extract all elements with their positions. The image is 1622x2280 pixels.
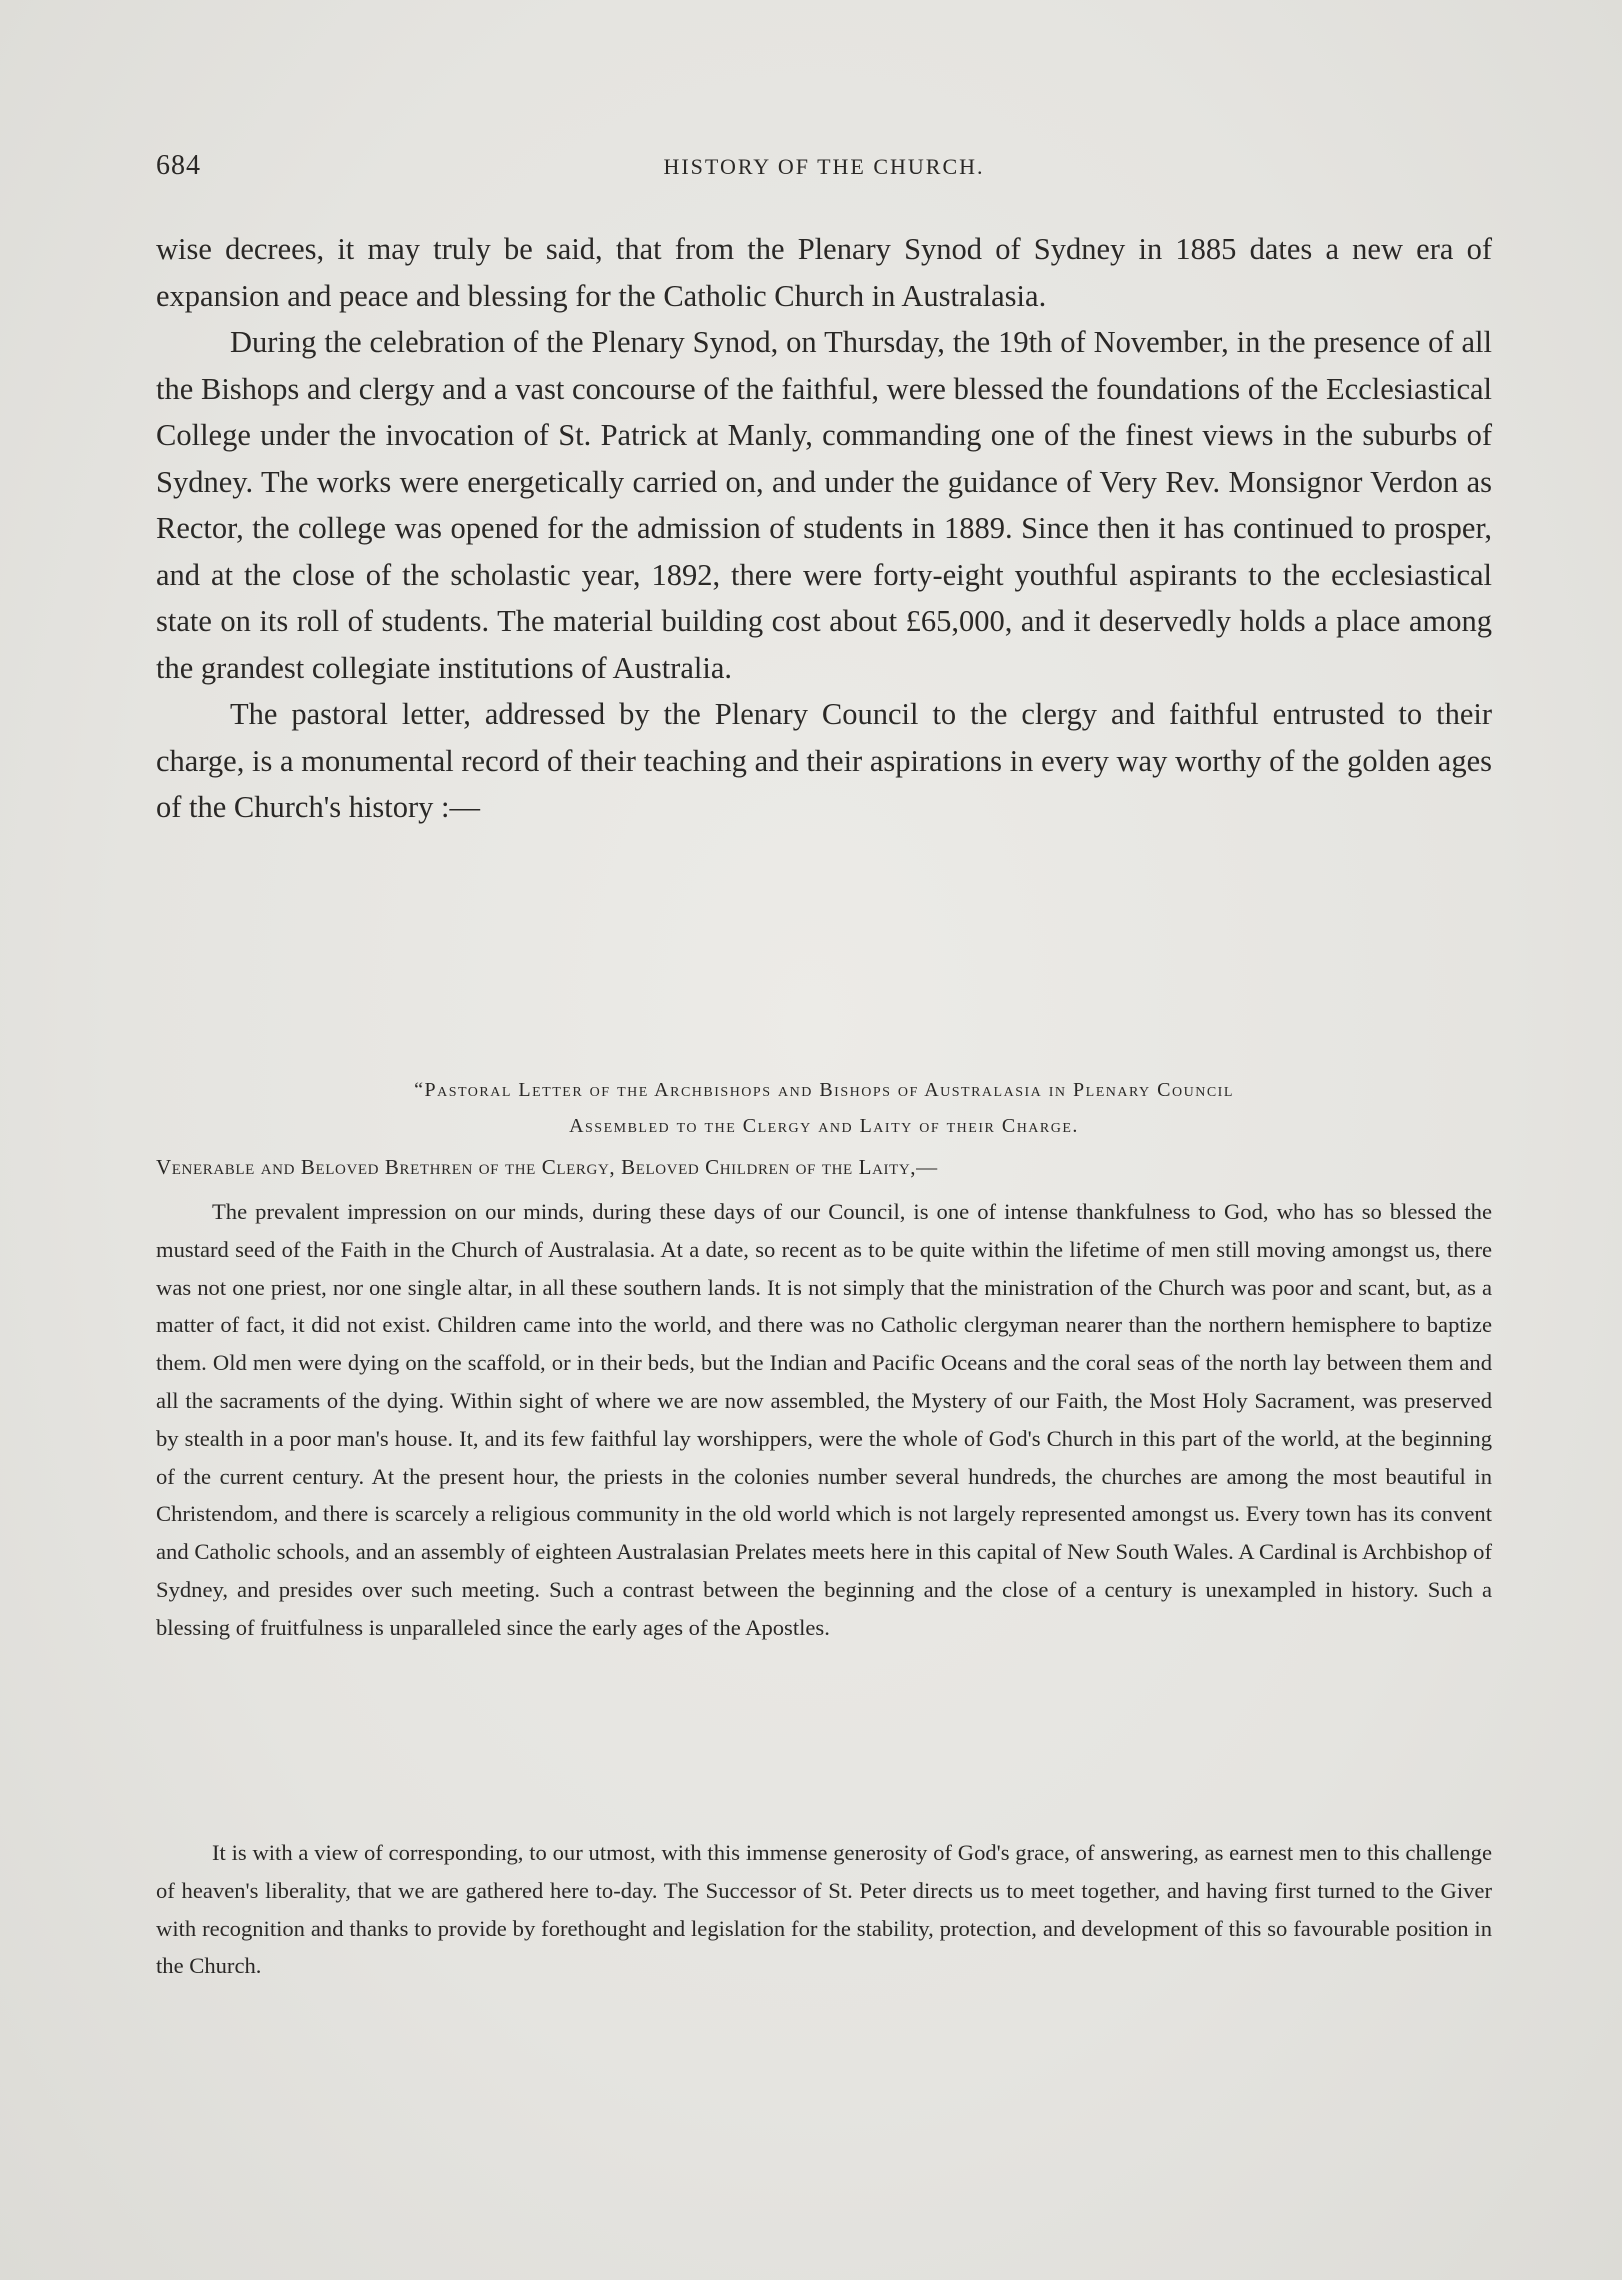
page-number: 684 xyxy=(156,150,201,181)
paragraph-college: During the celebration of the Plenary Synod, on Thursday, the 19th of November, in the presence of all the Bishops and clergy and a vast concourse of the faithful, were blessed the foundations of the Ecclesiastical College under the invocation of St. Patrick at Manly, commanding one of the finest views in the suburbs of Sydney. The works were energetically carried on, and under the guidance of Very Rev. Monsignor Verdon as Rector, the college was opened for the admission of students in 1889. Since then it has continued to prosper, and at the close of the scholastic year, 1892, there were forty-eight youthful aspirants to the ecclesiastical state on its roll of students. The material building cost about £65,000, and it deservedly holds a place among the grandest collegiate institutions of Australia. xyxy=(156,325,1492,685)
letter-salutation: Venerable and Beloved Brethren of the Clergy, Beloved Children of the Laity,— xyxy=(156,1155,938,1179)
letter-heading xyxy=(156,1072,1492,1144)
letter-paragraph: It is with a view of corresponding, to our utmost, with this immense generosity of God's grace, of answering, as earnest men to this challenge of heaven's liberality, that we are gathered here to-day. The Successor of St. Peter directs us to meet together, and having first turned to the Giver with recognition and thanks to provide by forethought and legislation for the stability, protection, and development of this so favourable position in the Church. xyxy=(156,1840,1492,1979)
main-text xyxy=(156,226,1492,831)
paragraph-continuation: wise decrees, it may truly be said, that from the Plenary Synod of Sydney in 1885 dates a new era of expansion and peace and blessing for the Catholic Church in Australasia. xyxy=(156,232,1492,313)
running-head xyxy=(156,150,1492,190)
letter-heading-line-1: “Pastoral Letter of the Archbishops and Bishops of Australasia in Plenary Council xyxy=(414,1079,1234,1101)
letter-heading-line-2: Assembled to the Clergy and Laity of their Charge. xyxy=(569,1115,1079,1137)
letter-paragraph: The prevalent impression on our minds, during these days of our Council, is one of intense thankfulness to God, who has so blessed the mustard seed of the Faith in the Church of Australasia. At a date, so recent as to be quite within the lifetime of men still moving amongst us, there was not one priest, nor one single altar, in all these southern lands. It is not simply that the ministration of the Church was poor and scant, but, as a matter of fact, it did not exist. Children came into the world, and there was no Catholic clergyman nearer than the northern hemisphere to baptize them. Old men were dying on the scaffold, or in their beds, but the Indian and Pacific Oceans and the coral seas of the north lay between them and all the sacraments of the dying. Within sight of where we are now assembled, the Mystery of our Faith, the Most Holy Sacrament, was preserved by stealth in a poor man's house. It, and its few faithful lay worshippers, were the whole of God's Church in this part of the world, at the beginning of the current century. At the present hour, the priests in the colonies number several hundreds, the churches are among the most beautiful in Christendom, and there is scarcely a religious community in the old world which is not largely represented amongst us. Every town has its convent and Catholic schools, and an assembly of eighteen Australasian Prelates meets here in this capital of New South Wales. A Cardinal is Archbishop of Sydney, and presides over such meeting. Such a contrast between the beginning and the close of a century is unexampled in history. Such a blessing of fruitfulness is unparalleled since the early ages of the Apostles. xyxy=(156,1199,1492,1640)
running-title: HISTORY OF THE CHURCH. xyxy=(663,154,985,179)
letter-body-1 xyxy=(156,1193,1492,1647)
paragraph-pastoral-intro: The pastoral letter, addressed by the Plenary Council to the clergy and faithful entrusted to their charge, is a monumental record of their teaching and their aspirations in every way worthy of the golden ages of the Church's history :— xyxy=(156,697,1492,824)
letter-body-2 xyxy=(156,1834,1492,1985)
